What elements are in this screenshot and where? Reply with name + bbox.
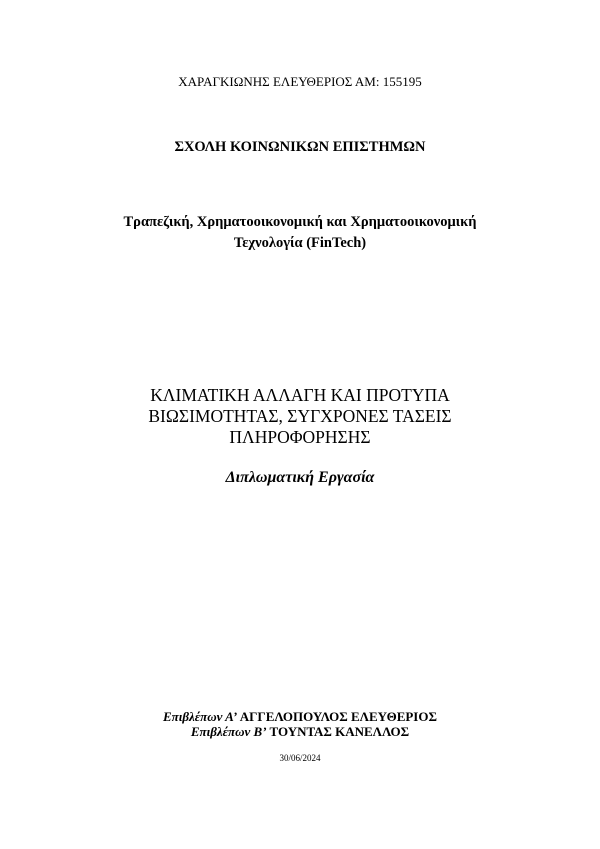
supervisor-a [0,709,600,724]
submission-date: 30/06/2024 [279,753,321,763]
supervisor-b-role: Επιβλέπων Β’ [190,724,267,739]
thesis-title-line-2: ΒΙΩΣΙΜΟΤΗΤΑΣ, ΣΥΓΧΡΟΝΕΣ ΤΑΣΕΙΣ [148,406,452,426]
school-name: ΣΧΟΛΗ ΚΟΙΝΩΝΙΚΩΝ ΕΠΙΣΤΗΜΩΝ [174,139,426,155]
program-name [0,212,600,254]
thesis-title [0,385,600,448]
supervisor-b [0,724,600,739]
supervisor-a-name: ΑΓΓΕΛΟΠΟΥΛΟΣ ΕΛΕΥΘΕΡΙΟΣ [239,709,437,724]
supervisor-a-role: Επιβλέπων Α’ [163,709,238,724]
thesis-title-line-3: ΠΛΗΡΟΦΟΡΗΣΗΣ [229,427,371,447]
thesis-title-line-1: ΚΛΙΜΑΤΙΚΗ ΑΛΛΑΓΗ ΚΑΙ ΠΡΟΤΥΠΑ [150,385,450,405]
supervisors-block [0,709,600,739]
thesis-type: Διπλωματική Εργασία [225,469,375,486]
supervisor-b-name: ΤΟΥΝΤΑΣ ΚΑΝΕΛΛΟΣ [269,724,410,739]
program-line-2: Τεχνολογία (FinTech) [233,235,367,251]
author-line: ΧΑΡΑΓΚΙΩΝΗΣ ΕΛΕΥΘΕΡΙΟΣ ΑΜ: 155195 [178,74,422,89]
program-line-1: Τραπεζική, Χρηματοοικονομική και Χρηματοοικονομική [123,214,477,230]
